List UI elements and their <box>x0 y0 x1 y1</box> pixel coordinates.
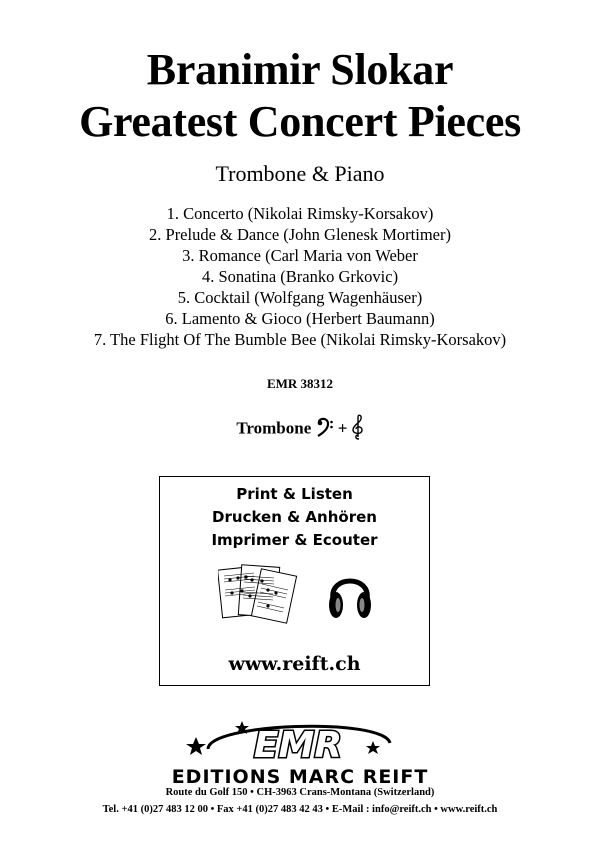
publisher-address: Route du Golf 150 • CH-3963 Crans-Montana (Switzerland) <box>165 787 435 798</box>
emr-logo-icon <box>168 713 432 793</box>
list-item: 4. Sonatina (Branko Grkovic) <box>201 267 399 286</box>
subtitle-instrumentation: Trombone & Piano <box>215 161 385 186</box>
list-item: 6. Lamento & Gioco (Herbert Baumann) <box>165 309 435 328</box>
publisher-name: EDITIONS MARC REIFT <box>171 766 429 788</box>
sheet-music-icon <box>218 562 298 624</box>
plus-sign: + <box>337 418 348 438</box>
print-listen-fr: Imprimer & Ecouter <box>211 531 378 549</box>
bass-clef-icon <box>316 417 334 442</box>
print-listen-de: Drucken & Anhören <box>212 508 377 526</box>
print-listen-en: Print & Listen <box>236 485 353 503</box>
headphones-icon <box>327 565 373 623</box>
treble-clef-icon <box>352 414 364 445</box>
title-composer: Branimir Slokar <box>146 45 454 94</box>
list-item: 7. The Flight Of The Bumble Bee (Nikolai Rimsky-Korsakov) <box>93 330 507 349</box>
catalog-code: EMR 38312 <box>266 376 334 391</box>
instrument-label: Trombone <box>236 418 312 438</box>
list-item: 2. Prelude & Dance (John Glenesk Mortimer) <box>149 225 451 244</box>
logo-mark: EMR <box>253 725 343 766</box>
instrument-line <box>0 414 600 445</box>
list-item: 1. Concerto (Nikolai Rimsky-Korsakov) <box>166 204 434 223</box>
list-item: 5. Cocktail (Wolfgang Wagenhäuser) <box>177 288 423 307</box>
piece-list <box>0 203 600 350</box>
title-collection: Greatest Concert Pieces <box>79 97 521 146</box>
print-listen-box <box>159 476 430 686</box>
publisher-contact: Tel. +41 (0)27 483 12 00 • Fax +41 (0)27 483 42 43 • E-Mail : info@reift.ch • www.reift.ch <box>102 804 498 815</box>
list-item: 3. Romance (Carl Maria von Weber <box>182 246 418 265</box>
website-link[interactable]: www.reift.ch <box>228 653 361 675</box>
